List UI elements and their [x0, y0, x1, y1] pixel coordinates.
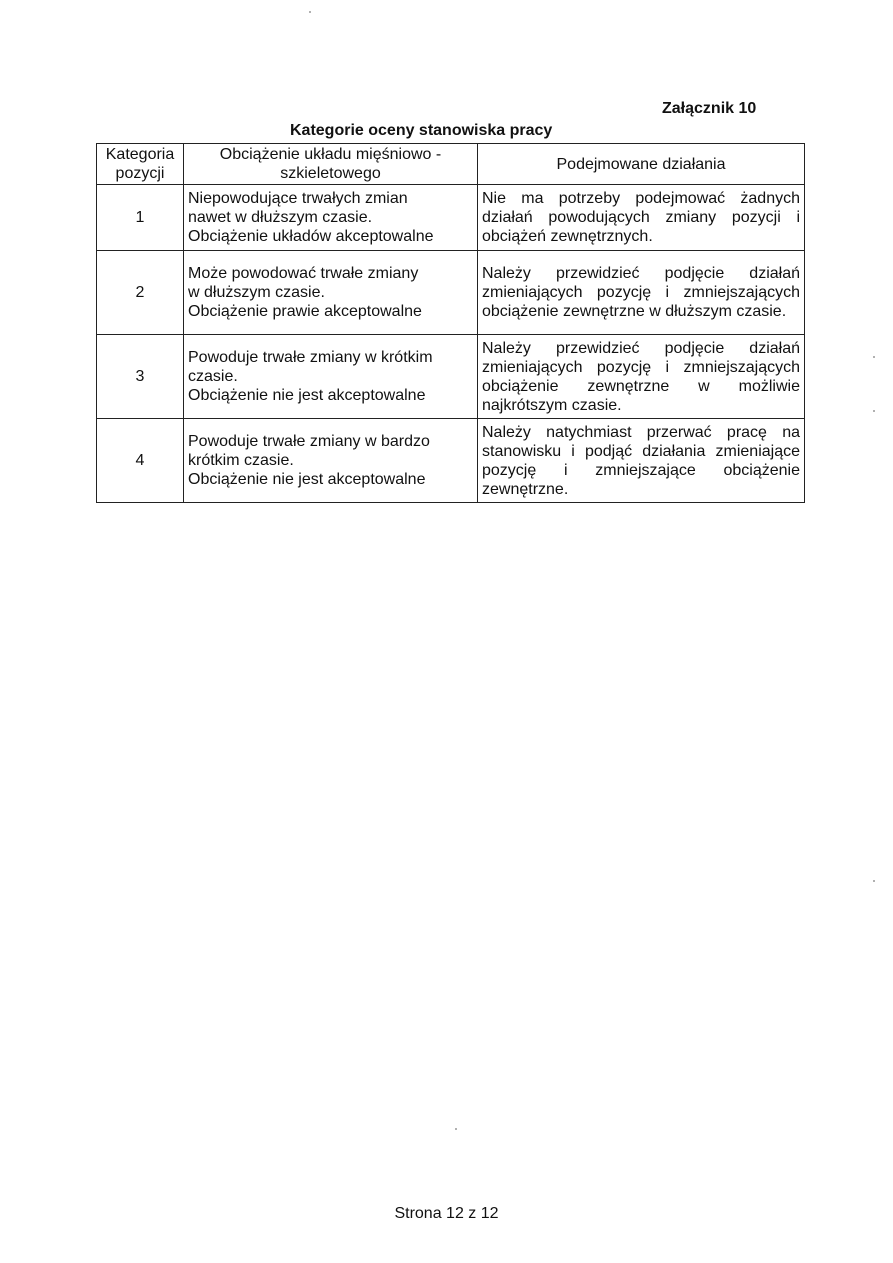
action-cell: Nie ma potrzeby podejmować żadnych działań powodujących zmiany pozycji i obciążeń zewnętrznych. [478, 185, 805, 251]
action-cell: Należy przewidzieć podjęcie działań zmieniających pozycję i zmniejszających obciążenie zewnętrzne w możliwie najkrótszym czasie. [478, 335, 805, 419]
table-row [97, 419, 805, 503]
load-line: Obciążenie nie jest akceptowalne [188, 471, 426, 488]
annex-label: Załącznik 10 [662, 100, 757, 117]
load-line: w dłuższym czasie. [188, 284, 325, 301]
page-title: Kategorie oceny stanowiska pracy [290, 122, 553, 139]
load-cell [184, 335, 478, 419]
load-cell [184, 251, 478, 335]
load-line: Niepowodujące trwałych zmian [188, 190, 408, 207]
scan-speck [455, 1128, 457, 1130]
scan-speck [873, 410, 875, 412]
load-line: Obciążenie nie jest akceptowalne [188, 387, 426, 404]
load-line: czasie. [188, 368, 238, 385]
category-cell: 1 [97, 185, 184, 251]
table-row [97, 185, 805, 251]
header-category: Kategoria pozycji [97, 144, 184, 185]
load-line: krótkim czasie. [188, 452, 294, 469]
load-line: Może powodować trwałe zmiany [188, 265, 419, 282]
action-cell: Należy przewidzieć podjęcie działań zmieniających pozycję i zmniejszających obciążenie zewnętrzne w dłuższym czasie. [478, 251, 805, 335]
load-line: Powoduje trwałe zmiany w krótkim [188, 349, 433, 366]
load-cell [184, 419, 478, 503]
table-row [97, 251, 805, 335]
assessment-table [96, 143, 805, 503]
load-line: nawet w dłuższym czasie. [188, 209, 373, 226]
load-line: Obciążenie prawie akceptowalne [188, 303, 422, 320]
category-cell: 2 [97, 251, 184, 335]
scan-speck [309, 11, 311, 13]
load-cell [184, 185, 478, 251]
action-cell: Należy natychmiast przerwać pracę na stanowisku i podjąć działania zmieniające pozycję i zmniejszające obciążenie zewnętrzne. [478, 419, 805, 503]
page-footer: Strona 12 z 12 [394, 1205, 499, 1222]
load-line: Powoduje trwałe zmiany w bardzo [188, 433, 430, 450]
header-actions: Podejmowane działania [478, 144, 805, 185]
scan-speck [873, 356, 875, 358]
table-row [97, 335, 805, 419]
category-cell: 4 [97, 419, 184, 503]
header-load: Obciążenie układu mięśniowo - szkieletowego [184, 144, 478, 185]
scan-speck [873, 880, 875, 882]
category-cell: 3 [97, 335, 184, 419]
table-header-row [97, 144, 805, 185]
load-line: Obciążenie układów akceptowalne [188, 228, 434, 245]
